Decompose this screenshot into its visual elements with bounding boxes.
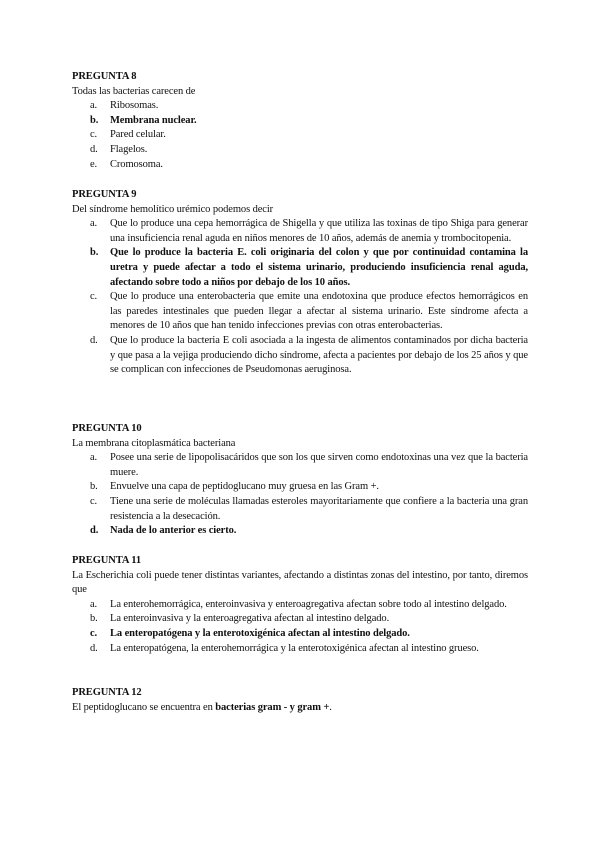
option-text: Que lo produce una enterobacteria que emite una endotoxina que produce efectos hemorrágicos en las paredes intestinales que pueden llegar a afectar al sistema urinario. Este síndrome afecta a menores de 10 años que han tenido infecciones previas con otras enterobacterias. [110, 291, 528, 332]
question-stem [72, 701, 528, 716]
option-label: a. [90, 100, 98, 112]
option-label: b. [90, 114, 99, 126]
answer-option-correct [72, 246, 528, 290]
answer-option [72, 158, 528, 173]
answer-option [72, 290, 528, 334]
option-label: d. [90, 525, 99, 537]
answer-option-correct [72, 627, 528, 642]
option-text: Envuelve una capa de peptidoglucano muy gruesa en las Gram +. [110, 481, 379, 493]
question-8 [72, 70, 528, 172]
stem-end: . [329, 701, 332, 713]
option-text: Que lo produce la bacteria E coli asociada a la ingesta de alimentos contaminados por dicha bacteria y que pasa a la vejiga produciendo dicho síndrome, afecta a pacientes por debajo de los 25 años y que se complican con infecciones de Pseudomonas aeruginosa. [110, 334, 528, 376]
option-label: c. [90, 627, 98, 639]
answer-option [72, 495, 528, 524]
option-text: La enteropatógena y la enterotoxigénica afectan al intestino delgado. [110, 627, 410, 639]
option-text: Tiene una serie de moléculas llamadas esteroles mayoritariamente que confiere a la bacteria una gran resistencia a la desecación. [110, 495, 528, 522]
option-label: b. [90, 247, 99, 259]
answer-option [72, 451, 528, 480]
option-text: La enteropatógena, la enterohemorrágica y la enterotoxigénica afectan al intestino grueso. [110, 642, 479, 654]
option-label: a. [90, 218, 98, 230]
option-text: La enterohemorrágica, enteroinvasiva y enteroagregativa afectan sobre todo al intestino delgado. [110, 598, 507, 610]
option-label: c. [90, 129, 98, 141]
question-stem: Todas las bacterias carecen de [72, 85, 196, 97]
answer-list [72, 99, 528, 172]
stem-text: El peptidoglucano se encuentra en [72, 701, 216, 713]
option-label: d. [90, 143, 98, 155]
question-stem: La membrana citoplasmática bacteriana [72, 437, 236, 449]
option-text: Que lo produce la bacteria E. coli originaria del colon y que por continuidad contamina la uretra y puede afectar a todo el sistema urinario, produciendo insuficiencia renal aguda, afectando sobre todo a niños por debajo de los 10 años. [110, 247, 528, 288]
option-label: a. [90, 452, 98, 464]
question-stem: Del síndrome hemolítico urémico podemos decir [72, 203, 274, 215]
option-label: c. [90, 291, 98, 303]
option-text: Posee una serie de lipopolisacáridos que son los que sirven como endotoxinas una vez que la bacteria muere. [110, 452, 528, 478]
question-title: PREGUNTA 8 [72, 71, 137, 82]
question-11 [72, 554, 528, 656]
question-title: PREGUNTA 11 [72, 555, 142, 566]
answer-option-correct [72, 114, 528, 129]
option-label: a. [90, 598, 98, 610]
option-label: b. [90, 613, 98, 625]
option-label: c. [90, 495, 98, 507]
question-title: PREGUNTA 10 [72, 423, 142, 434]
option-text: Pared celular. [110, 129, 166, 141]
answer-option [72, 128, 528, 143]
answer-option [72, 99, 528, 114]
question-12 [72, 686, 528, 715]
option-text: La enteroinvasiva y la enteroagregativa afectan al intestino delgado. [110, 613, 390, 625]
answer-option [72, 217, 528, 246]
answer-list [72, 217, 528, 378]
stem-answer-bold: bacterias gram - y gram + [215, 701, 330, 713]
option-text: Cromosoma. [110, 158, 163, 170]
answer-list [72, 598, 528, 656]
question-10 [72, 422, 528, 539]
question-9 [72, 188, 528, 378]
answer-option [72, 143, 528, 158]
answer-option [72, 642, 528, 657]
option-label: b. [90, 481, 98, 493]
option-text: Membrana nuclear. [110, 114, 197, 126]
answer-option-correct [72, 524, 528, 539]
question-title: PREGUNTA 9 [72, 189, 137, 200]
option-label: e. [90, 158, 98, 170]
option-text: Nada de lo anterior es cierto. [110, 525, 237, 537]
answer-option [72, 480, 528, 495]
option-label: d. [90, 334, 98, 346]
question-title: PREGUNTA 12 [72, 687, 142, 698]
answer-option [72, 598, 528, 613]
option-label: d. [90, 642, 98, 654]
answer-list [72, 451, 528, 539]
answer-option [72, 334, 528, 378]
answer-option [72, 612, 528, 627]
question-stem: La Escherichia coli puede tener distintas variantes, afectando a distintas zonas del intestino, por tanto, diremos que [72, 569, 528, 596]
option-text: Ribosomas. [110, 100, 159, 112]
option-text: Flagelos. [110, 143, 148, 155]
option-text: Que lo produce una cepa hemorrágica de Shigella y que utiliza las toxinas de tipo Shiga para generar una insuficiencia renal aguda en niños menores de 10 años, además de anemia y trombocitopenia. [110, 218, 528, 244]
